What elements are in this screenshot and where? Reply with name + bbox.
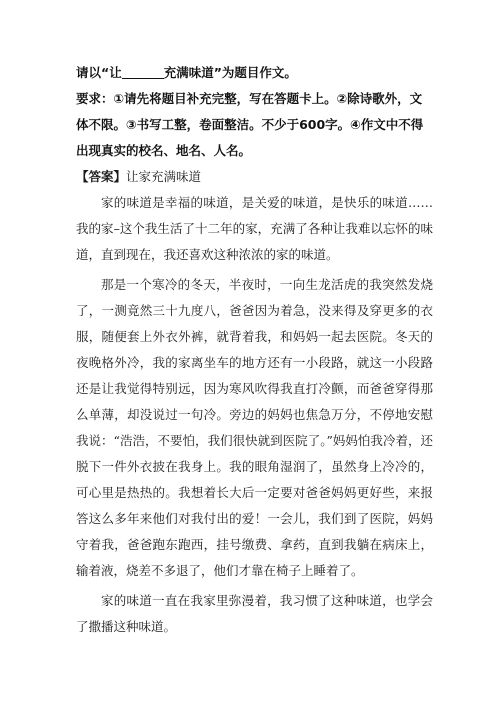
answer-heading [76,164,433,190]
prompt-title-suffix: 充满味道”为题目作文。 [163,65,297,80]
prompt-requirements: 要求：①请先将题目补充完整，写在答题卡上。②除诗歌外，文体不限。③书写工整，卷面整洁。不少于600字。④作文中不得出现真实的校名、地名、人名。 [76,91,424,158]
answer-tag: 【答案】 [76,169,127,184]
essay-prompt [76,60,433,164]
document-page [76,60,433,640]
answer-paragraph: 家的味道是幸福的味道，是关爱的味道，是快乐的味道……我的家–这个我生活了十二年的家，充满了各种让我难以忘怀的味道，直到现在，我还喜欢这种浓浓的家的味道。 [76,195,433,262]
title-blank [122,64,164,79]
answer-paragraph: 那是一个寒冷的冬天，半夜时，一向生龙活虎的我突然发烧了，一测竟然三十九度八，爸爸因为着急，没来得及穿更多的衣服，随便套上外衣外裤，就背着我，和妈妈一起去医院。冬天的夜晚格外冷，我的家离坐车的地方还有一小段路，就这一小段路还是让我觉得特别远，因为寒风吹得我直打冷颤，而爸爸穿得那么单薄，却没说过一句冷。旁边的妈妈也焦急万分，不停地安慰我说：“浩浩，不要怕，我们很快就到医院了。”妈妈怕我冷着，还脱下一件外衣披在我身上。我的眼角湿润了，虽然身上冷冷的，可心里是热热的。我想着长大后一定要对爸爸妈妈更好些，来报答这么多年来他们对我付出的爱！一会儿，我们到了医院，妈妈守着我，爸爸跑东跑西，挂号缴费、拿药，直到我躺在病床上，输着液，烧差不多退了，他们才靠在椅子上睡着了。 [76,277,433,578]
answer-title: 让家充满味道 [126,169,202,184]
answer-body [76,190,433,640]
prompt-title-line [76,60,433,86]
prompt-title-prefix: 请以“让 [76,65,122,80]
answer-paragraph: 家的味道一直在我家里弥漫着，我习惯了这种味道，也学会了撒播这种味道。 [76,593,433,634]
